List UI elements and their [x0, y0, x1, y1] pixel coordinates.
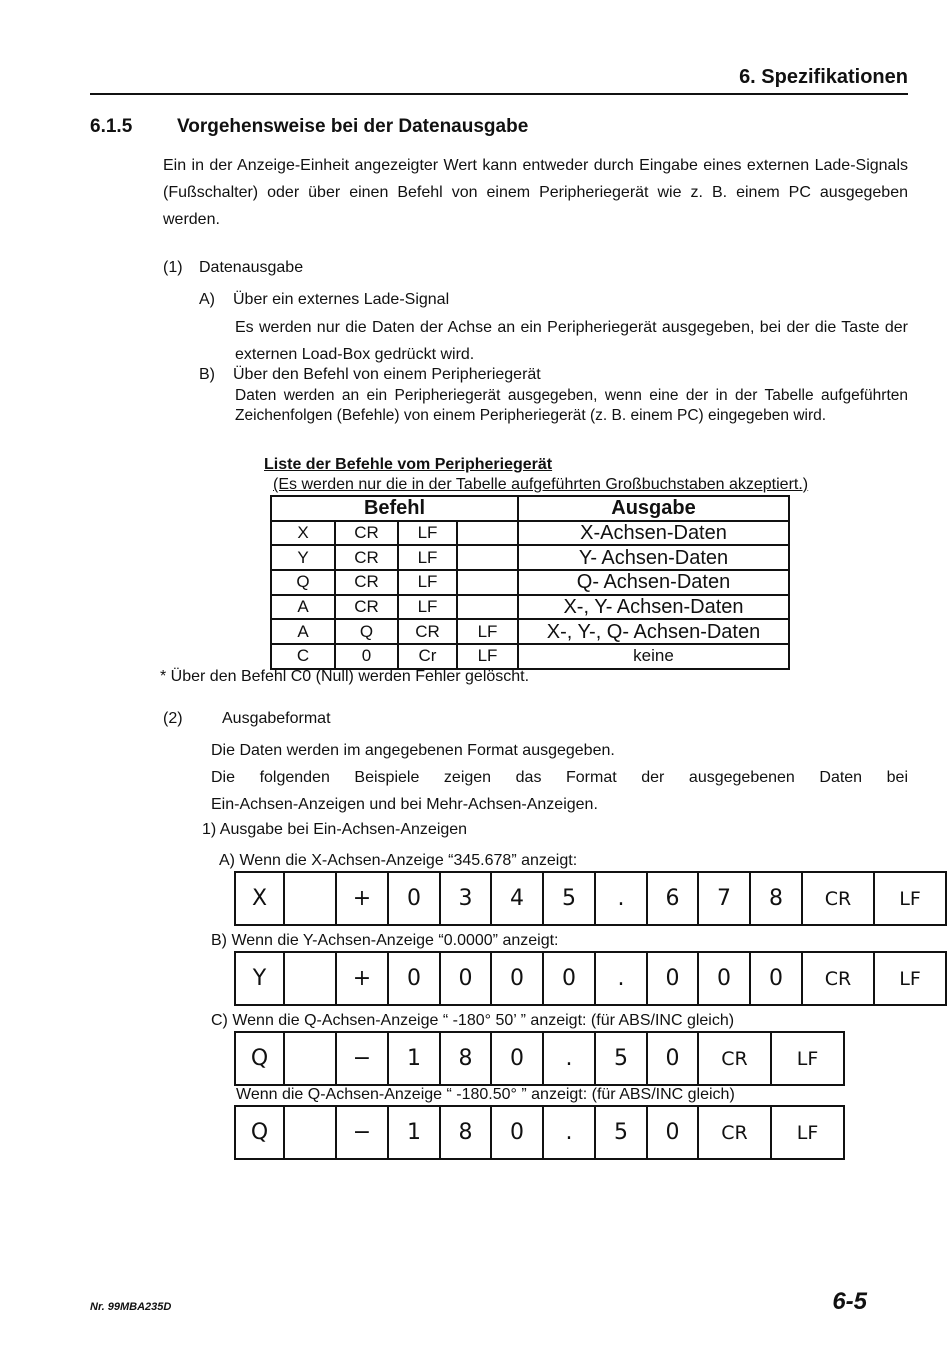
command-table-title: Liste der Befehle vom Peripheriegerät: [264, 456, 553, 473]
format-cell: 1: [388, 1106, 440, 1159]
cmd-cell: 0: [335, 644, 398, 669]
cmd-cell: CR: [335, 595, 398, 620]
header-rule: [90, 93, 908, 95]
format-cell: [284, 1032, 336, 1085]
format-cell: 0: [647, 1106, 698, 1159]
format-cell: [284, 1106, 336, 1159]
cmd-cell: CR: [335, 521, 398, 546]
format-cell: +: [336, 952, 388, 1005]
cmd-cell: LF: [398, 521, 457, 546]
cmd-cell: Q: [335, 619, 398, 644]
format-cell: 7: [698, 872, 750, 925]
section-title: Vorgehensweise bei der Datenausgabe: [177, 116, 529, 137]
example-c-caption: C) Wenn die Q-Achsen-Anzeige “ -180° 50’ ” anzeigt: (für ABS/INC gleich): [211, 1012, 735, 1029]
item1-b-title: Über den Befehl von einem Peripheriegerät: [233, 366, 541, 383]
format-cell: [284, 952, 336, 1005]
format-cell: 0: [491, 1106, 543, 1159]
format-cell: 0: [491, 952, 543, 1005]
format-cell: CR: [698, 1106, 771, 1159]
page-number: 6-5: [832, 1288, 867, 1315]
format-cell: 0: [750, 952, 802, 1005]
format-cell: .: [595, 872, 647, 925]
format-cell: X: [235, 872, 284, 925]
format-cell: .: [595, 952, 647, 1005]
command-table-header-row: [271, 496, 789, 521]
header-befehl: Befehl: [271, 496, 518, 521]
output-cell: X-, Y- Achsen-Daten: [518, 595, 789, 620]
item2-text2b: Ein-Achsen-Anzeigen und bei Mehr-Achsen-Anzeigen.: [211, 796, 598, 813]
format-cell: CR: [802, 952, 874, 1005]
example-c-format: [234, 1031, 845, 1086]
item1-a-label: A): [199, 291, 215, 308]
format-cell: 0: [647, 952, 698, 1005]
format-cell: +: [336, 872, 388, 925]
output-cell: X-Achsen-Daten: [518, 521, 789, 546]
format-cell: −: [336, 1032, 388, 1085]
format-cell: LF: [874, 952, 946, 1005]
item1-b-text: Daten werden an ein Peripheriegerät ausgegeben, wenn eine der in der Tabelle aufgeführten Zeichenfolgen (Befehle) von einem Peripheriegerät (z. B. einem PC) eingegeben wird.: [235, 387, 908, 424]
format-cell: 8: [440, 1106, 491, 1159]
cmd-cell: Q: [271, 570, 335, 595]
format-cell: 0: [647, 1032, 698, 1085]
cmd-cell: LF: [398, 570, 457, 595]
doc-number: Nr. 99MBA235D: [90, 1301, 172, 1313]
format-cell: −: [336, 1106, 388, 1159]
table-row: [271, 619, 789, 644]
format-cell: Q: [235, 1032, 284, 1085]
cmd-cell: LF: [398, 545, 457, 570]
cmd-cell: [457, 521, 518, 546]
format-cell: CR: [802, 872, 874, 925]
item2-title: Ausgabeformat: [222, 710, 331, 727]
item1-a-text: Es werden nur die Daten der Achse an ein Peripheriegerät ausgegeben, bei der die Taste der externen Load-Box gedrückt wird.: [235, 319, 908, 363]
cmd-cell: LF: [457, 619, 518, 644]
example-a-format: [234, 871, 947, 926]
cmd-cell: CR: [398, 619, 457, 644]
format-cell: 4: [491, 872, 543, 925]
cmd-cell: C: [271, 644, 335, 669]
format-cell: [284, 872, 336, 925]
format-cell: 3: [440, 872, 491, 925]
format-cell: 8: [750, 872, 802, 925]
intro-paragraph: Ein in der Anzeige-Einheit angezeigter Wert kann entweder durch Eingabe eines externen Lade-Signals (Fußschalter) oder über einen Befehl von einem Peripheriegerät wie z. B. einem PC ausgegeben werden.: [163, 157, 908, 228]
cmd-cell: CR: [335, 570, 398, 595]
format-cell: LF: [771, 1106, 844, 1159]
format-cell: 8: [440, 1032, 491, 1085]
cmd-cell: Y: [271, 545, 335, 570]
example-b-format: [234, 951, 947, 1006]
item1-title: Datenausgabe: [199, 259, 304, 276]
format-cell: .: [543, 1032, 595, 1085]
output-cell: Y- Achsen-Daten: [518, 545, 789, 570]
table-row: [271, 570, 789, 595]
format-cell: 0: [698, 952, 750, 1005]
cmd-cell: A: [271, 619, 335, 644]
example-b-caption: B) Wenn die Y-Achsen-Anzeige “0.0000” anzeigt:: [211, 932, 559, 949]
chapter-header: 6. Spezifikationen: [739, 66, 908, 88]
table-row: [271, 521, 789, 546]
cmd-cell: X: [271, 521, 335, 546]
format-cell: 5: [543, 872, 595, 925]
cmd-cell: Cr: [398, 644, 457, 669]
command-table-note: (Es werden nur die in der Tabelle aufgeführten Großbuchstaben akzeptiert.): [273, 476, 809, 493]
format-cell: 6: [647, 872, 698, 925]
command-table-footnote: * Über den Befehl C0 (Null) werden Fehler gelöscht.: [160, 668, 530, 685]
format-cell: 0: [491, 1032, 543, 1085]
format-cell: 0: [388, 952, 440, 1005]
table-row: [271, 595, 789, 620]
section-number: 6.1.5: [90, 116, 133, 137]
format-cell: 5: [595, 1032, 647, 1085]
format-cell: LF: [771, 1032, 844, 1085]
command-table: [270, 495, 790, 670]
format-cell: 1: [388, 1032, 440, 1085]
cmd-cell: CR: [335, 545, 398, 570]
output-cell: keine: [518, 644, 789, 669]
format-cell: Q: [235, 1106, 284, 1159]
format-cell: LF: [874, 872, 946, 925]
item1-b-label: B): [199, 366, 215, 383]
cmd-cell: LF: [457, 644, 518, 669]
example-a-caption: A) Wenn die X-Achsen-Anzeige “345.678” anzeigt:: [219, 852, 578, 869]
cmd-cell: [457, 570, 518, 595]
format-cell: .: [543, 1106, 595, 1159]
example-d-format: [234, 1105, 845, 1160]
example-d-caption: Wenn die Q-Achsen-Anzeige “ -180.50° ” anzeigt: (für ABS/INC gleich): [236, 1086, 735, 1103]
cmd-cell: A: [271, 595, 335, 620]
table-row: [271, 644, 789, 669]
item2-sub1: 1) Ausgabe bei Ein-Achsen-Anzeigen: [202, 821, 468, 838]
format-cell: 0: [440, 952, 491, 1005]
output-cell: X-, Y-, Q- Achsen-Daten: [518, 619, 789, 644]
item1-a-title: Über ein externes Lade-Signal: [233, 291, 450, 308]
output-cell: Q- Achsen-Daten: [518, 570, 789, 595]
format-cell: 5: [595, 1106, 647, 1159]
header-ausgabe: Ausgabe: [518, 496, 789, 521]
item2-text1: Die Daten werden im angegebenen Format ausgegeben.: [211, 742, 615, 759]
item2-number: (2): [163, 710, 183, 727]
format-cell: Y: [235, 952, 284, 1005]
item2-text2a: Die folgenden Beispiele zeigen das Format der ausgegebenen Daten bei: [211, 769, 908, 786]
format-cell: 0: [388, 872, 440, 925]
cmd-cell: LF: [398, 595, 457, 620]
cmd-cell: [457, 545, 518, 570]
format-cell: 0: [543, 952, 595, 1005]
cmd-cell: [457, 595, 518, 620]
format-cell: CR: [698, 1032, 771, 1085]
table-row: [271, 545, 789, 570]
item1-number: (1): [163, 259, 183, 276]
